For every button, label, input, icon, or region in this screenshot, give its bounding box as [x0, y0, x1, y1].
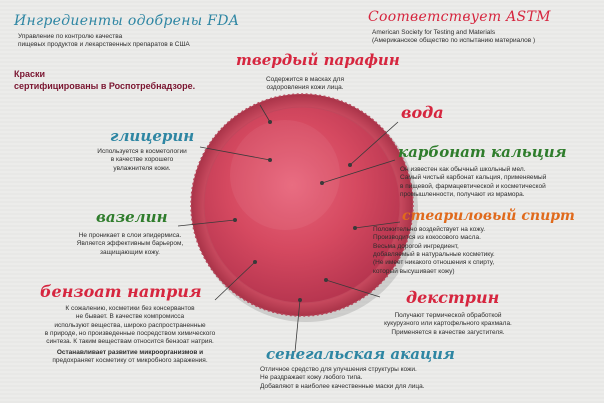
fda-desc-line: пищевых продуктов и лекарственных препаратов в США	[18, 41, 190, 49]
paraffin-desc-line: оздоровления кожи лица.	[266, 84, 344, 92]
stearyl-desc-line: Весьма дорогой ингредиент,	[373, 242, 459, 250]
dextrin-desc-line: Применяется в качестве загустителя.	[391, 328, 505, 336]
vaseline-desc-line: Не проникает в слои эпидермиса.	[78, 232, 182, 239]
dextrin-description	[368, 312, 528, 337]
stearyl-desc-line: (Не имеет никакого отношения к спирту,	[373, 259, 495, 267]
fda-desc-line: Управление по контролю качества	[18, 33, 123, 40]
astm-title: Соответствует ASTM	[368, 9, 551, 25]
benzoate-desc-line: используют вещества, широко распространенные	[54, 321, 206, 329]
glycerin-desc-line: Используется в косметологии	[97, 148, 187, 155]
dextrin-desc-line: Получают термической обработкой	[394, 312, 502, 319]
acacia-desc-line: Добавляют в наиболее качественные маски для лица.	[260, 382, 425, 390]
stearyl-desc-line: Положительно воздействует на кожу.	[373, 226, 486, 233]
calcium-desc-line: Он известен как обычный школьный мел.	[400, 166, 526, 173]
paint-cake-highlight	[230, 120, 340, 230]
calcium-title: карбонат кальция	[398, 143, 567, 161]
dot-dextrin	[324, 278, 328, 282]
dot-acacia	[298, 298, 302, 302]
fda-description	[18, 33, 190, 50]
glycerin-description	[82, 148, 202, 173]
dot-vaseline	[233, 218, 237, 222]
dextrin-title: декстрин	[406, 288, 500, 307]
benzoate-title: бензоат натрия	[40, 282, 202, 301]
dot-glycerin	[268, 158, 272, 162]
dot-benzoate	[253, 260, 257, 264]
glycerin-title: глицерин	[110, 127, 195, 145]
stearyl-desc-line: добавляемый в натуральные косметику.	[373, 250, 495, 258]
stearyl-description	[373, 226, 495, 276]
benzoate-desc-bold-line: Останавливает развитие микроорганизмов и	[56, 348, 204, 356]
dot-calcium	[320, 181, 324, 185]
stearyl-title: стеариловый спирт	[402, 208, 575, 224]
vaseline-desc-line: Является эффективным барьером,	[76, 240, 184, 248]
benzoate-desc-line: в природе, но произведенные посредством химического	[44, 329, 216, 337]
calcium-description	[400, 166, 546, 199]
calcium-desc-line: в пищевой, фармацевтической и косметической	[400, 182, 546, 190]
stearyl-desc-line: Производится из кокосового масла.	[373, 234, 481, 242]
water-title: вода	[401, 103, 444, 122]
glycerin-desc-line: в качестве хорошего	[110, 156, 174, 164]
acacia-desc-line: Отличное средство для улучшения структуры кожи.	[260, 366, 417, 373]
certified-note	[14, 68, 195, 92]
acacia-description	[260, 366, 425, 391]
benzoate-desc-line: К сожалению, косметики без консервантов	[65, 305, 195, 312]
dot-water	[348, 163, 352, 167]
astm-desc-line: American Society for Testing and Materials	[372, 29, 496, 36]
paraffin-description	[250, 76, 360, 93]
benzoate-desc-bold-line: предохраняет косметику от микробного заражения.	[52, 356, 208, 364]
certified-line: сертифицированы в Роспотребнадзоре.	[14, 81, 196, 92]
calcium-desc-line: Самый чистый карбонат кальция, применяемый	[400, 174, 547, 182]
vaseline-description	[68, 232, 192, 257]
calcium-desc-line: промышленности, получают из мрамора.	[400, 190, 525, 198]
stearyl-desc-line: который высушивает кожу)	[373, 267, 455, 275]
dot-stearyl	[353, 226, 357, 230]
acacia-desc-line: Не раздражает кожу любого типа.	[260, 374, 363, 382]
certified-line: Краски	[14, 69, 46, 79]
glycerin-desc-line: увлажнителя кожи.	[113, 164, 171, 172]
dot-paraffin	[268, 120, 272, 124]
astm-desc-line: (Американское общество по испытанию материалов )	[372, 37, 536, 45]
dextrin-desc-line: кукурузного или картофельного крахмала.	[384, 320, 512, 328]
vaseline-desc-line: защищающим кожу.	[100, 248, 160, 256]
paraffin-desc-line: Содержится в масках для	[265, 76, 344, 83]
benzoate-desc-line: синтеза. К таким веществам относится бензоат натрия.	[46, 338, 214, 346]
astm-description	[372, 29, 535, 46]
benzoate-desc-line: не бывает. В качестве компромисса	[75, 313, 185, 321]
vaseline-title: вазелин	[96, 208, 168, 226]
fda-title: Ингредиенты одобрены FDA	[14, 13, 240, 29]
acacia-title: сенегальская акация	[266, 345, 455, 363]
benzoate-description	[14, 305, 246, 365]
paraffin-title: твердый парафин	[236, 51, 400, 69]
